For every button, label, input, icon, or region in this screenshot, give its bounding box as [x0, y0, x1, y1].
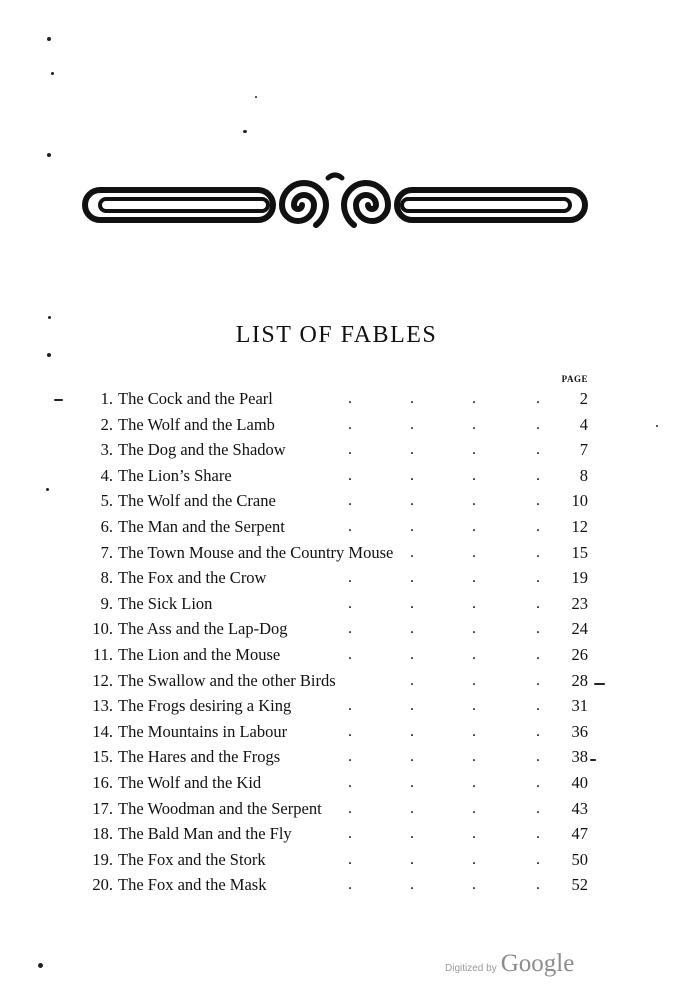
- digitization-watermark: [445, 950, 574, 978]
- leader-dot: .: [410, 543, 414, 561]
- toc-entry: [0, 565, 685, 591]
- entry-number: 8.: [100, 568, 113, 588]
- entry-title: The Wolf and the Kid: [118, 772, 262, 792]
- leader-dot: .: [472, 876, 476, 894]
- leader-dot: .: [536, 876, 540, 894]
- leader-dot: .: [348, 492, 352, 510]
- entry-title: The Sick Lion: [118, 593, 213, 613]
- leader-dot: .: [410, 671, 414, 689]
- leader-dot: .: [348, 390, 352, 407]
- leader-dot: .: [472, 517, 476, 535]
- leader-dot: .: [472, 697, 476, 715]
- scan-speck: [47, 353, 51, 357]
- toc-entry: [0, 872, 685, 898]
- right-spiral: [344, 183, 388, 225]
- entry-title: The Man and the Serpent: [118, 516, 285, 536]
- leader-dot: .: [348, 645, 352, 663]
- leader-dot: .: [536, 645, 540, 663]
- scan-speck: [255, 96, 257, 98]
- toc-entry: [0, 412, 685, 438]
- entry-page-number: 24: [571, 619, 588, 639]
- entry-title: The Mountains in Labour: [118, 721, 288, 741]
- leader-dot: .: [472, 390, 476, 407]
- leader-dot: .: [472, 722, 476, 740]
- scan-speck: [51, 72, 54, 75]
- leader-dot: .: [410, 441, 414, 459]
- leader-dot: .: [410, 773, 414, 791]
- entry-page-number: 12: [571, 516, 588, 536]
- leader-dot: .: [472, 492, 476, 510]
- toc-entry: [0, 821, 685, 847]
- center-join: [328, 175, 342, 178]
- left-spiral: [282, 183, 326, 225]
- leader-dot: .: [536, 390, 540, 407]
- toc-entry: [0, 744, 685, 770]
- leader-dot: .: [410, 850, 414, 868]
- leader-dot: .: [348, 799, 352, 817]
- entry-number: 1.: [100, 389, 113, 408]
- entry-page-number: 40: [571, 772, 588, 792]
- table-of-contents: [0, 386, 685, 898]
- leader-dot: .: [348, 569, 352, 587]
- entry-title: The Swallow and the other Birds: [118, 670, 336, 690]
- scan-speck: [47, 153, 51, 157]
- left-bar-outer: [85, 190, 273, 220]
- leader-dot: .: [472, 569, 476, 587]
- entry-page-number: 28: [571, 670, 588, 690]
- leader-dot: .: [410, 876, 414, 894]
- entry-number: 9.: [100, 593, 113, 613]
- leader-dot: .: [536, 415, 540, 433]
- leader-dot: .: [348, 415, 352, 433]
- google-logo: Google: [500, 950, 575, 977]
- leader-dot: .: [410, 748, 414, 766]
- leader-dot: .: [536, 850, 540, 868]
- right-bar-outer: [397, 190, 585, 220]
- leader-dot: .: [348, 466, 352, 484]
- toc-entry: [0, 642, 685, 668]
- leader-dot: .: [536, 697, 540, 715]
- scan-speck: [47, 37, 51, 41]
- digitized-by-label: Digitized by: [445, 963, 497, 974]
- entry-page-number: 31: [571, 696, 588, 716]
- entry-title: The Lion and the Mouse: [118, 644, 281, 664]
- leader-dot: .: [410, 466, 414, 484]
- toc-entry: [0, 463, 685, 489]
- leader-dot: .: [410, 722, 414, 740]
- toc-entry: [0, 668, 685, 694]
- entry-page-number: 8: [579, 465, 588, 485]
- entry-page-number: 52: [571, 875, 588, 895]
- entry-title: The Fox and the Crow: [118, 568, 267, 588]
- entry-page-number: 50: [571, 849, 588, 869]
- scan-speck: [48, 316, 51, 319]
- entry-title: The Town Mouse and the Country Mouse: [118, 542, 394, 562]
- toc-entry: [0, 616, 685, 642]
- leader-dot: .: [410, 799, 414, 817]
- leader-dot: .: [472, 671, 476, 689]
- entry-number: 10.: [92, 619, 113, 639]
- entry-title: The Hares and the Frogs: [118, 747, 281, 767]
- entry-number: 7.: [100, 542, 113, 562]
- scan-speck: [243, 130, 247, 133]
- entry-number: 13.: [92, 696, 113, 716]
- entry-page-number: 26: [571, 644, 588, 664]
- leader-dot: .: [348, 697, 352, 715]
- entry-number: 12.: [92, 670, 113, 690]
- leader-dot: .: [536, 722, 540, 740]
- toc-entry: [0, 719, 685, 745]
- toc-entry: [0, 488, 685, 514]
- entry-page-number: 23: [571, 593, 588, 613]
- leader-dot: .: [410, 594, 414, 612]
- entry-number: 4.: [100, 465, 113, 485]
- leader-dot: .: [536, 441, 540, 459]
- entry-title: The Woodman and the Serpent: [118, 798, 322, 818]
- leader-dot: .: [536, 492, 540, 510]
- toc-entry: [0, 386, 685, 412]
- leader-dot: .: [410, 415, 414, 433]
- leader-dot: .: [472, 620, 476, 638]
- page-column-header: PAGE: [561, 374, 588, 384]
- leader-dot: .: [348, 876, 352, 894]
- leader-dot: .: [348, 773, 352, 791]
- leader-dot: .: [536, 466, 540, 484]
- entry-number: 5.: [100, 491, 113, 511]
- entry-title: The Fox and the Mask: [118, 875, 267, 895]
- leader-dot: .: [536, 569, 540, 587]
- leader-dot: .: [536, 543, 540, 561]
- entry-page-number: 36: [571, 721, 588, 741]
- leader-dot: .: [472, 594, 476, 612]
- entry-title: The Wolf and the Lamb: [118, 414, 275, 434]
- entry-title: The Cock and the Pearl: [118, 389, 273, 408]
- toc-entry: [0, 514, 685, 540]
- entry-page-number: 43: [571, 798, 588, 818]
- leader-dot: .: [472, 748, 476, 766]
- leader-dot: .: [348, 594, 352, 612]
- toc-entry: [0, 770, 685, 796]
- entry-number: 17.: [92, 798, 113, 818]
- leader-dot: .: [536, 799, 540, 817]
- leader-dot: .: [536, 825, 540, 843]
- entry-page-number: 10: [571, 491, 588, 511]
- toc-entry: [0, 540, 685, 566]
- leader-dot: .: [536, 594, 540, 612]
- leader-dot: .: [472, 441, 476, 459]
- leader-dot: .: [472, 543, 476, 561]
- leader-dot: .: [348, 722, 352, 740]
- entry-title: The Bald Man and the Fly: [118, 824, 292, 844]
- entry-number: 15.: [92, 747, 113, 767]
- leader-dot: .: [348, 825, 352, 843]
- leader-dot: .: [472, 645, 476, 663]
- entry-title: The Ass and the Lap-Dog: [118, 619, 288, 639]
- leader-dot: .: [472, 799, 476, 817]
- leader-dot: .: [472, 825, 476, 843]
- entry-page-number: 38: [571, 747, 588, 767]
- leader-dot: .: [536, 620, 540, 638]
- entry-title: The Dog and the Shadow: [118, 440, 286, 460]
- leader-dot: .: [348, 850, 352, 868]
- entry-page-number: 4: [579, 414, 588, 434]
- entry-title: The Wolf and the Crane: [118, 491, 276, 511]
- leader-dot: .: [410, 517, 414, 535]
- entry-page-number: 7: [579, 440, 588, 460]
- leader-dot: .: [536, 748, 540, 766]
- left-bar-inner: [100, 199, 268, 211]
- leader-dot: .: [536, 773, 540, 791]
- leader-dot: .: [348, 517, 352, 535]
- leader-dot: .: [536, 517, 540, 535]
- entry-number: 18.: [92, 824, 113, 844]
- toc-entry: [0, 693, 685, 719]
- entry-number: 6.: [100, 516, 113, 536]
- leader-dot: .: [348, 620, 352, 638]
- entry-title: The Frogs desiring a King: [118, 696, 292, 716]
- leader-dot: .: [410, 569, 414, 587]
- toc-entry: [0, 796, 685, 822]
- leader-dot: .: [472, 415, 476, 433]
- entry-number: 2.: [100, 414, 113, 434]
- entry-number: 20.: [92, 875, 113, 895]
- leader-dot: .: [410, 825, 414, 843]
- entry-number: 14.: [92, 721, 113, 741]
- entry-title: The Fox and the Stork: [118, 849, 266, 869]
- leader-dot: .: [472, 773, 476, 791]
- toc-entry: [0, 437, 685, 463]
- scan-speck: [38, 963, 43, 968]
- page-title: LIST OF FABLES: [235, 322, 438, 349]
- leader-dot: .: [348, 748, 352, 766]
- leader-dot: .: [472, 466, 476, 484]
- leader-dot: .: [410, 645, 414, 663]
- toc-entry: [0, 591, 685, 617]
- leader-dot: .: [410, 620, 414, 638]
- entry-page-number: 19: [571, 568, 588, 588]
- leader-dot: .: [410, 390, 414, 407]
- entry-number: 11.: [92, 644, 113, 664]
- leader-dot: .: [472, 850, 476, 868]
- entry-page-number: 15: [571, 542, 588, 562]
- entry-number: 16.: [92, 772, 113, 792]
- entry-number: 3.: [100, 440, 113, 460]
- right-bar-inner: [402, 199, 570, 211]
- entry-page-number: 47: [571, 824, 588, 844]
- leader-dot: .: [348, 441, 352, 459]
- leader-dot: .: [410, 492, 414, 510]
- leader-dot: .: [410, 697, 414, 715]
- entry-number: 19.: [92, 849, 113, 869]
- toc-entry: [0, 847, 685, 873]
- entry-page-number: 2: [579, 389, 588, 408]
- scroll-ornament-icon: [80, 168, 590, 238]
- entry-title: The Lion’s Share: [118, 465, 232, 485]
- leader-dot: .: [536, 671, 540, 689]
